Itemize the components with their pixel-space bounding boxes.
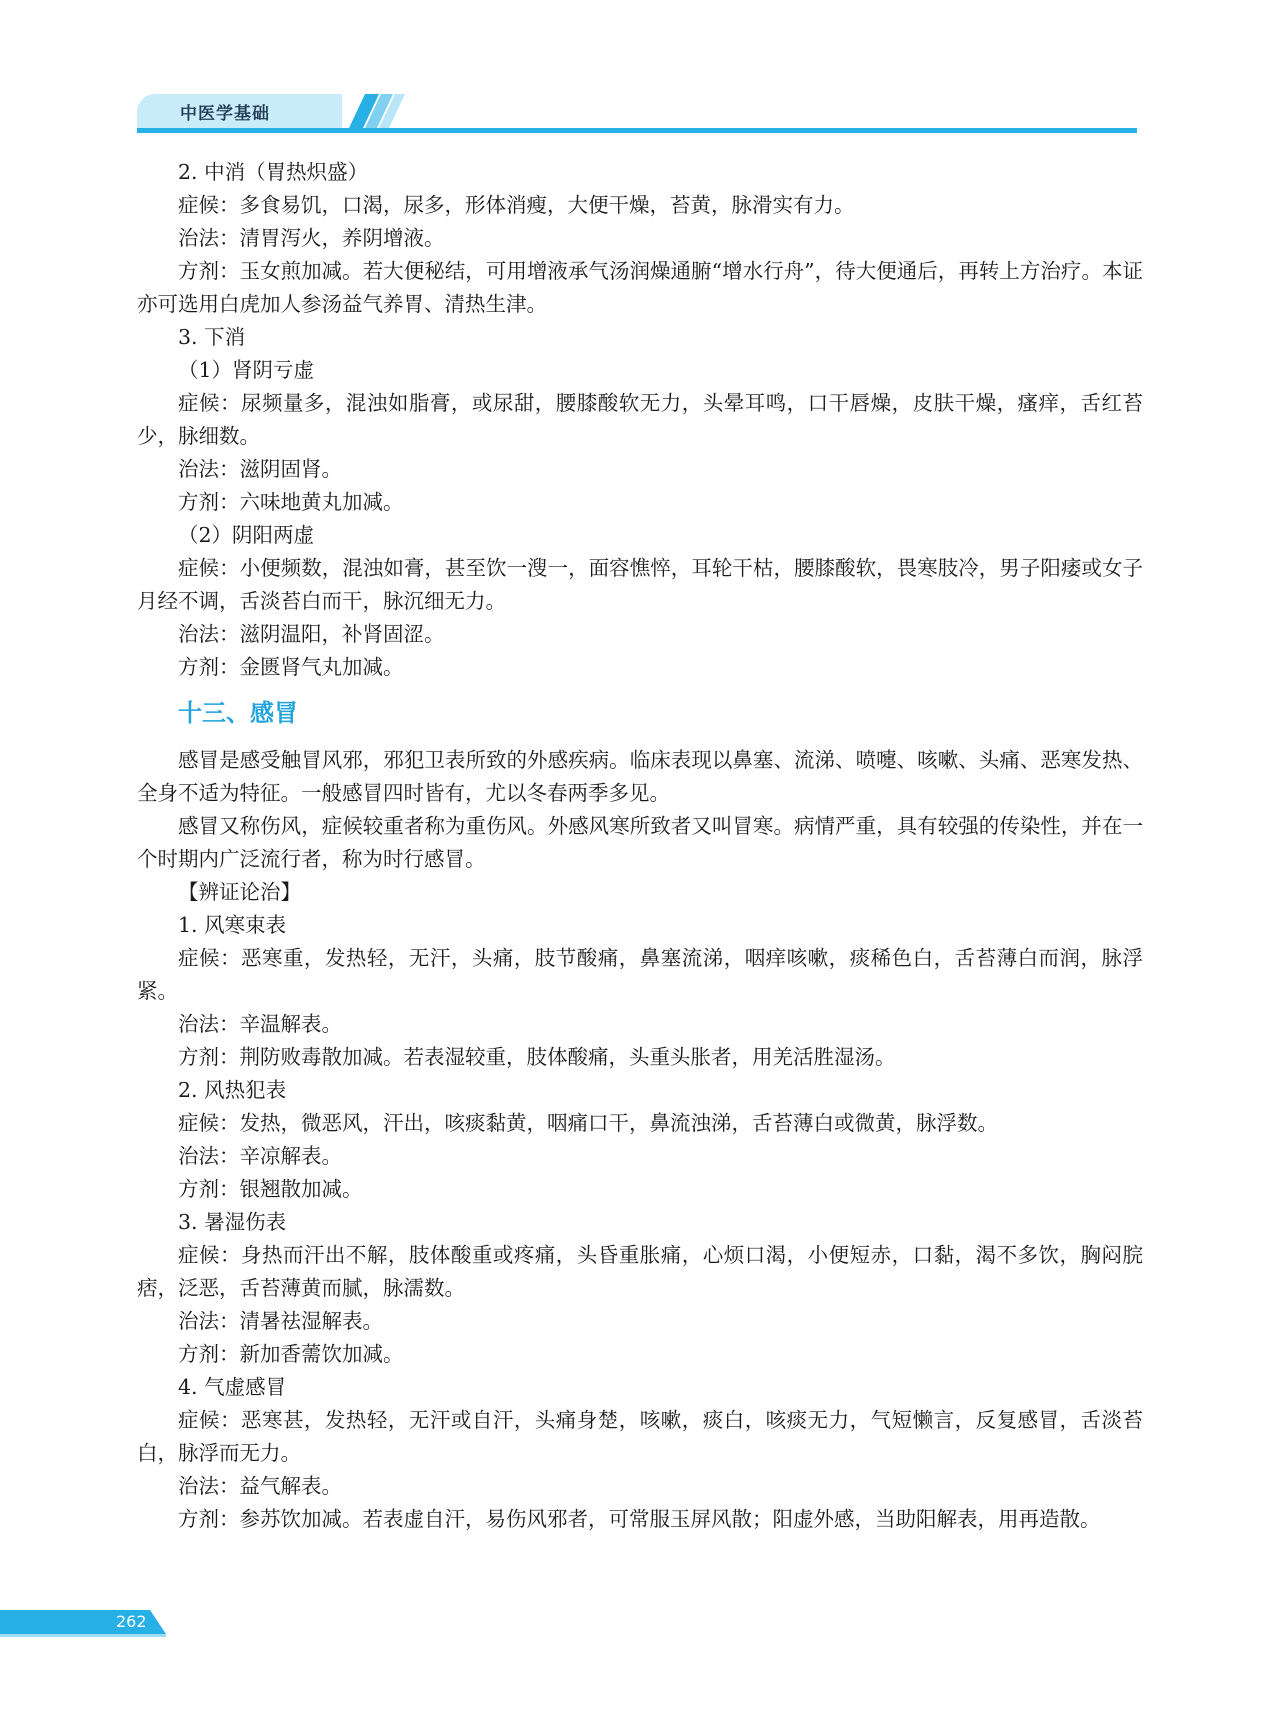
subsection-heading: 3. 下消 [178,325,246,349]
paragraph: 治法：清暑祛湿解表。 [178,1309,383,1333]
page-footer [0,1610,170,1638]
header-rule [137,128,1137,133]
subsection-heading: 【辨证论治】 [178,880,301,904]
subsection-heading: 3. 暑湿伤表 [178,1210,287,1234]
paragraph: 治法：滋阴温阳，补肾固涩。 [178,622,445,646]
paragraph: 症候：身热而汗出不解，肢体酸重或疼痛，头昏重胀痛，心烦口渴，小便短赤，口黏，渴不多饮，胸闷脘痞，泛恶，舌苔薄黄而腻，脉濡数。 [137,1243,1143,1300]
paragraph: 方剂：银翘散加减。 [178,1177,363,1201]
paragraph: 感冒是感受触冒风邪，邪犯卫表所致的外感疾病。临床表现以鼻塞、流涕、喷嚏、咳嗽、头痛、恶寒发热、全身不适为特征。一般感冒四时皆有，尤以冬春两季多见。 [137,748,1143,805]
paragraph: 感冒又称伤风，症候较重者称为重伤风。外感风寒所致者又叫冒寒。病情严重，具有较强的传染性，并在一个时期内广泛流行者，称为时行感冒。 [137,814,1143,871]
paragraph: 方剂：参苏饮加减。若表虚自汗，易伤风邪者，可常服玉屏风散；阳虚外感，当助阳解表，用再造散。 [178,1507,1101,1531]
paragraph: 方剂：新加香薷饮加减。 [178,1342,404,1366]
paragraph: 方剂：荆防败毒散加减。若表湿较重，肢体酸痛，头重头胀者，用羌活胜湿汤。 [178,1045,896,1069]
subsection-heading: 1. 风寒束表 [178,913,287,937]
header-stripes-decoration [337,92,407,128]
paragraph: 症候：恶寒甚，发热轻，无汗或自汗，头痛身楚，咳嗽，痰白，咳痰无力，气短懒言，反复感冒，舌淡苔白，脉浮而无力。 [137,1408,1143,1465]
subsection-heading: 2. 中消（胃热炽盛） [178,160,369,184]
paragraph: 方剂：金匮肾气丸加减。 [178,655,404,679]
paragraph: 症候：发热，微恶风，汗出，咳痰黏黄，咽痛口干，鼻流浊涕，舌苔薄白或微黄，脉浮数。 [178,1111,998,1135]
paragraph: 症候：尿频量多，混浊如脂膏，或尿甜，腰膝酸软无力，头晕耳鸣，口干唇燥，皮肤干燥，瘙痒，舌红苔少，脉细数。 [137,391,1143,448]
subsection-heading: 2. 风热犯表 [178,1078,287,1102]
paragraph: 症候：多食易饥，口渴，尿多，形体消瘦，大便干燥，苔黄，脉滑实有力。 [178,193,855,217]
paragraph: 症候：恶寒重，发热轻，无汗，头痛，肢节酸痛，鼻塞流涕，咽痒咳嗽，痰稀色白，舌苔薄白而润，脉浮紧。 [137,946,1143,1003]
paragraph: 治法：滋阴固肾。 [178,457,342,481]
paragraph: 症候：小便频数，混浊如膏，甚至饮一溲一，面容憔悴，耳轮干枯，腰膝酸软，畏寒肢冷，男子阳痿或女子月经不调，舌淡苔白而干，脉沉细无力。 [137,556,1143,613]
paragraph: 治法：辛凉解表。 [178,1144,342,1168]
page-header [137,92,1137,136]
section-title: 十三、感冒 [178,699,298,727]
subsection-heading: （2）阴阳两虚 [178,523,315,547]
page-content [137,156,1143,1536]
paragraph: 治法：清胃泻火，养阴增液。 [178,226,445,250]
book-title: 中医学基础 [180,104,270,124]
paragraph: 治法：益气解表。 [178,1474,342,1498]
paragraph: 治法：辛温解表。 [178,1012,342,1036]
subsection-heading: 4. 气虚感冒 [178,1375,287,1399]
paragraph: 方剂：六味地黄丸加减。 [178,490,404,514]
paragraph: 方剂：玉女煎加减。若大便秘结，可用增液承气汤润燥通腑“增水行舟”，待大便通后，再转上方治疗。本证亦可选用白虎加人参汤益气养胃、清热生津。 [137,259,1143,316]
page-number: 262 [116,1612,147,1631]
subsection-heading: （1）肾阴亏虚 [178,358,315,382]
